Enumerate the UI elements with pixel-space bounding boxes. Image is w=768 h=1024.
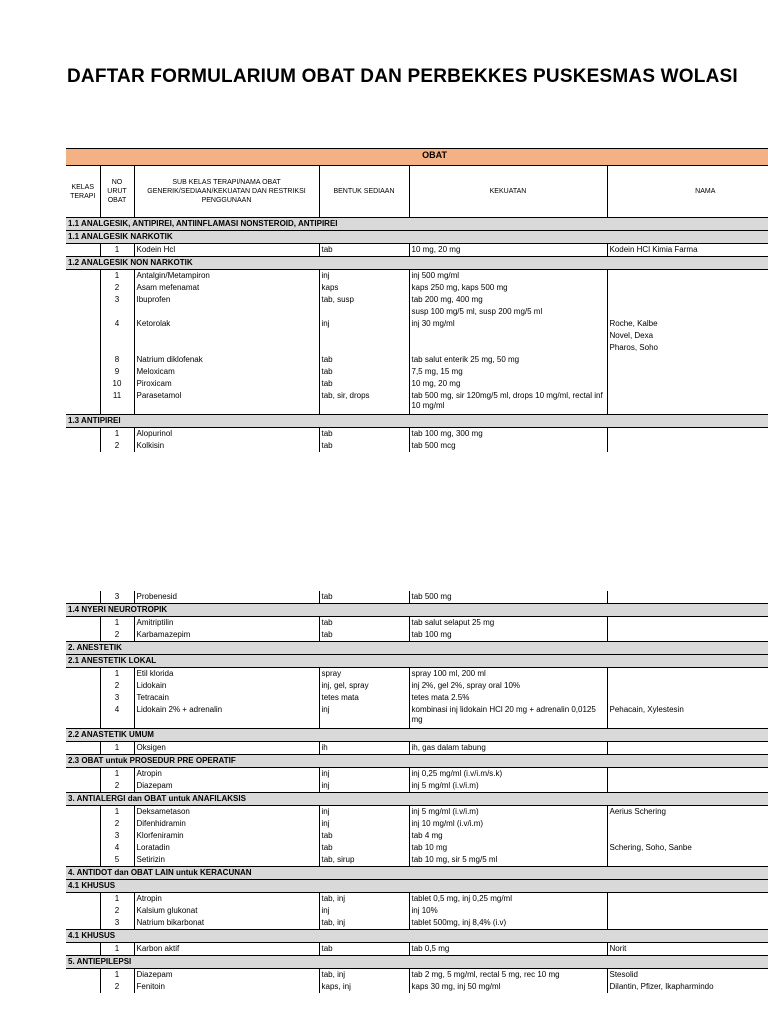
table-row <box>66 629 768 642</box>
bentuk-cell: tab <box>319 378 409 390</box>
no-urut-cell: 9 <box>100 366 134 378</box>
drug-name-cell: Oksigen <box>134 741 319 754</box>
kekuatan-cell: inj 10% <box>409 905 607 917</box>
table-row <box>66 892 768 905</box>
section-title: 4. ANTIDOT dan OBAT LAIN untuk KERACUNAN <box>66 866 768 879</box>
no-urut-cell: 8 <box>100 354 134 366</box>
drug-name-cell: Meloxicam <box>134 366 319 378</box>
kelas-cell <box>66 318 100 330</box>
drug-name-cell: Kalsium glukonat <box>134 905 319 917</box>
kelas-cell <box>66 842 100 854</box>
brand-cell: Schering, Soho, Sanbe <box>607 842 768 854</box>
kekuatan-cell: 10 mg, 20 mg <box>409 378 607 390</box>
page-title: DAFTAR FORMULARIUM OBAT DAN PERBEKKES PUSKESMAS WOLASI <box>67 66 738 87</box>
brand-cell <box>607 306 768 318</box>
table-row <box>66 830 768 842</box>
no-urut-cell: 2 <box>100 680 134 692</box>
kelas-cell <box>66 294 100 306</box>
drug-name-cell: Amitriptilin <box>134 617 319 630</box>
section-row <box>66 604 768 617</box>
no-urut-cell: 1 <box>100 668 134 681</box>
bentuk-cell <box>319 330 409 342</box>
kelas-cell <box>66 378 100 390</box>
table-row <box>66 294 768 306</box>
no-urut-cell: 4 <box>100 704 134 728</box>
drug-name-cell: Lidokain <box>134 680 319 692</box>
col-header-kekuatan: KEKUATAN <box>409 166 607 218</box>
section-title: 1.2 ANALGESIK NON NARKOTIK <box>66 257 768 270</box>
table-row <box>66 354 768 366</box>
bentuk-cell: inj <box>319 270 409 283</box>
kekuatan-cell: tab 200 mg, 400 mg <box>409 294 607 306</box>
kekuatan-cell: inj 5 mg/ml (i.v/i.m) <box>409 780 607 793</box>
drug-name-cell: Diazepam <box>134 968 319 981</box>
table-row <box>66 917 768 930</box>
bentuk-cell: kaps <box>319 282 409 294</box>
section-title: 4.1 KHUSUS <box>66 929 768 942</box>
drug-name-cell: Karbon aktif <box>134 942 319 955</box>
brand-cell <box>607 668 768 681</box>
section-title: 5. ANTIEPILEPSI <box>66 955 768 968</box>
drug-name-cell: Kolkisin <box>134 440 319 452</box>
kekuatan-cell: inj 10 mg/ml (i.v/i.m) <box>409 818 607 830</box>
bentuk-cell: inj <box>319 805 409 818</box>
bentuk-cell: tab, susp <box>319 294 409 306</box>
bentuk-cell: tab, inj <box>319 892 409 905</box>
kelas-cell <box>66 390 100 414</box>
table-row <box>66 741 768 754</box>
kelas-cell <box>66 981 100 993</box>
kelas-cell <box>66 854 100 867</box>
kekuatan-cell: tab 2 mg, 5 mg/ml, rectal 5 mg, rec 10 mg <box>409 968 607 981</box>
table-row <box>66 818 768 830</box>
kelas-cell <box>66 427 100 440</box>
no-urut-cell: 5 <box>100 854 134 867</box>
table-row <box>66 680 768 692</box>
no-urut-cell: 3 <box>100 692 134 704</box>
brand-cell <box>607 390 768 414</box>
no-urut-cell: 1 <box>100 244 134 257</box>
no-urut-cell: 1 <box>100 767 134 780</box>
no-urut-cell: 1 <box>100 942 134 955</box>
table-row <box>66 342 768 354</box>
bentuk-cell: inj, gel, spray <box>319 680 409 692</box>
drug-name-cell: Natrium diklofenak <box>134 354 319 366</box>
table-row <box>66 427 768 440</box>
kekuatan-cell: 7,5 mg, 15 mg <box>409 366 607 378</box>
no-urut-cell: 1 <box>100 805 134 818</box>
kekuatan-cell: tab 500 mg <box>409 591 607 604</box>
drug-name-cell: Tetracain <box>134 692 319 704</box>
drug-name-cell: Difenhidramin <box>134 818 319 830</box>
bentuk-cell: tab <box>319 617 409 630</box>
table-row <box>66 981 768 993</box>
table-row <box>66 318 768 330</box>
table-row <box>66 780 768 793</box>
bentuk-cell: tab <box>319 830 409 842</box>
table-row <box>66 378 768 390</box>
bentuk-cell: tab <box>319 440 409 452</box>
kelas-cell <box>66 354 100 366</box>
kelas-cell <box>66 342 100 354</box>
drug-name-cell: Antalgin/Metampiron <box>134 270 319 283</box>
kelas-cell <box>66 282 100 294</box>
kelas-cell <box>66 366 100 378</box>
kekuatan-cell: kombinasi inj lidokain HCl 20 mg + adrenalin 0,0125 mg <box>409 704 607 728</box>
drug-name-cell: Parasetamol <box>134 390 319 414</box>
no-urut-cell: 2 <box>100 981 134 993</box>
table-row <box>66 282 768 294</box>
section-title: 2.1 ANESTETIK LOKAL <box>66 655 768 668</box>
drug-name-cell: Loratadin <box>134 842 319 854</box>
kekuatan-cell: spray 100 ml, 200 ml <box>409 668 607 681</box>
no-urut-cell: 1 <box>100 427 134 440</box>
kelas-cell <box>66 692 100 704</box>
bentuk-cell <box>319 306 409 318</box>
kekuatan-cell: kaps 250 mg, kaps 500 mg <box>409 282 607 294</box>
kekuatan-cell: 10 mg, 20 mg <box>409 244 607 257</box>
section-title: 2.2 ANASTETIK UMUM <box>66 728 768 741</box>
bentuk-cell: inj <box>319 704 409 728</box>
table-row <box>66 704 768 728</box>
bentuk-cell: tab <box>319 427 409 440</box>
formulary-table-bottom <box>66 591 768 993</box>
drug-name-cell: Etil klorida <box>134 668 319 681</box>
brand-cell: Pehacain, Xylestesin <box>607 704 768 728</box>
kelas-cell <box>66 591 100 604</box>
brand-cell <box>607 294 768 306</box>
kekuatan-cell: tab 10 mg, sir 5 mg/5 ml <box>409 854 607 867</box>
drug-name-cell: Probenesid <box>134 591 319 604</box>
bentuk-cell: inj <box>319 780 409 793</box>
table-row <box>66 668 768 681</box>
kekuatan-cell: tab 4 mg <box>409 830 607 842</box>
brand-cell <box>607 780 768 793</box>
brand-cell <box>607 917 768 930</box>
no-urut-cell: 2 <box>100 282 134 294</box>
kekuatan-cell: tab salut selaput 25 mg <box>409 617 607 630</box>
kekuatan-cell: tab 500 mcg <box>409 440 607 452</box>
table-row <box>66 390 768 414</box>
drug-name-cell: Natrium bikarbonat <box>134 917 319 930</box>
kekuatan-cell: tablet 0,5 mg, inj 0,25 mg/ml <box>409 892 607 905</box>
kelas-cell <box>66 905 100 917</box>
bentuk-cell: tab, inj <box>319 968 409 981</box>
kekuatan-cell: ih, gas dalam tabung <box>409 741 607 754</box>
table-row <box>66 968 768 981</box>
table-row <box>66 244 768 257</box>
brand-cell <box>607 629 768 642</box>
no-urut-cell <box>100 306 134 318</box>
bentuk-cell: inj <box>319 318 409 330</box>
kelas-cell <box>66 780 100 793</box>
bentuk-cell: ih <box>319 741 409 754</box>
kelas-cell <box>66 629 100 642</box>
section-row <box>66 929 768 942</box>
brand-cell: Roche, Kalbe <box>607 318 768 330</box>
brand-cell <box>607 905 768 917</box>
brand-cell <box>607 354 768 366</box>
section-title: 4.1 KHUSUS <box>66 879 768 892</box>
brand-cell: Dilantin, Pfizer, Ikapharmindo <box>607 981 768 993</box>
table-row <box>66 440 768 452</box>
no-urut-cell: 3 <box>100 294 134 306</box>
no-urut-cell: 1 <box>100 741 134 754</box>
kekuatan-cell <box>409 342 607 354</box>
table-row <box>66 767 768 780</box>
section-row <box>66 414 768 427</box>
bentuk-cell: tab <box>319 244 409 257</box>
brand-cell <box>607 591 768 604</box>
kekuatan-cell: tab 100 mg <box>409 629 607 642</box>
brand-cell <box>607 692 768 704</box>
no-urut-cell <box>100 330 134 342</box>
drug-name-cell: Atropin <box>134 767 319 780</box>
drug-name-cell <box>134 306 319 318</box>
brand-cell <box>607 440 768 452</box>
formulary-table-top <box>66 148 768 452</box>
no-urut-cell: 2 <box>100 818 134 830</box>
no-urut-cell: 11 <box>100 390 134 414</box>
bentuk-cell: tab <box>319 942 409 955</box>
brand-cell <box>607 741 768 754</box>
table-row <box>66 805 768 818</box>
bentuk-cell: tab <box>319 366 409 378</box>
kelas-cell <box>66 306 100 318</box>
drug-name-cell: Ketorolak <box>134 318 319 330</box>
brand-cell: Stesolid <box>607 968 768 981</box>
table-row <box>66 854 768 867</box>
bentuk-cell <box>319 342 409 354</box>
col-header-kelas: KELAS TERAPI <box>66 166 100 218</box>
table-row <box>66 270 768 283</box>
section-row <box>66 642 768 655</box>
table-body-top <box>66 218 768 452</box>
section-row <box>66 728 768 741</box>
bentuk-cell: tab, sirup <box>319 854 409 867</box>
kelas-cell <box>66 270 100 283</box>
table-row <box>66 330 768 342</box>
kelas-cell <box>66 440 100 452</box>
kelas-cell <box>66 942 100 955</box>
table-row <box>66 942 768 955</box>
brand-cell <box>607 427 768 440</box>
no-urut-cell: 2 <box>100 905 134 917</box>
no-urut-cell: 2 <box>100 440 134 452</box>
section-title: 1.1 ANALGESIK, ANTIPIREI, ANTIINFLAMASI NONSTEROID, ANTIPIREI <box>66 218 768 231</box>
brand-cell <box>607 617 768 630</box>
no-urut-cell: 1 <box>100 968 134 981</box>
table-row <box>66 842 768 854</box>
kelas-cell <box>66 668 100 681</box>
section-title: 3. ANTIALERGI dan OBAT untuk ANAFILAKSIS <box>66 792 768 805</box>
bentuk-cell: tab <box>319 591 409 604</box>
brand-cell: Pharos, Soho <box>607 342 768 354</box>
bentuk-cell: inj <box>319 905 409 917</box>
kelas-cell <box>66 330 100 342</box>
brand-cell <box>607 680 768 692</box>
section-row <box>66 955 768 968</box>
no-urut-cell: 3 <box>100 830 134 842</box>
brand-cell <box>607 818 768 830</box>
brand-cell <box>607 892 768 905</box>
kekuatan-cell: inj 5 mg/ml (i.v/i.m) <box>409 805 607 818</box>
drug-name-cell: Alopurinol <box>134 427 319 440</box>
brand-cell: Novel, Dexa <box>607 330 768 342</box>
kelas-cell <box>66 244 100 257</box>
section-row <box>66 792 768 805</box>
no-urut-cell: 1 <box>100 270 134 283</box>
kelas-cell <box>66 818 100 830</box>
brand-cell: Aerius Schering <box>607 805 768 818</box>
kelas-cell <box>66 917 100 930</box>
drug-name-cell: Lidokain 2% + adrenalin <box>134 704 319 728</box>
bentuk-cell: inj <box>319 767 409 780</box>
col-header-no-urut: NO URUT OBAT <box>100 166 134 218</box>
kekuatan-cell: kaps 30 mg, inj 50 mg/ml <box>409 981 607 993</box>
kelas-cell <box>66 892 100 905</box>
section-row <box>66 866 768 879</box>
brand-cell <box>607 378 768 390</box>
drug-name-cell: Asam mefenamat <box>134 282 319 294</box>
kekuatan-cell: tab 500 mg, sir 120mg/5 ml, drops 10 mg/ml, rectal inf 10 mg/ml <box>409 390 607 414</box>
no-urut-cell <box>100 342 134 354</box>
kelas-cell <box>66 767 100 780</box>
bentuk-cell: tab <box>319 842 409 854</box>
section-title: 2.3 OBAT untuk PROSEDUR PRE OPERATIF <box>66 754 768 767</box>
drug-name-cell: Fenitoin <box>134 981 319 993</box>
table-row <box>66 591 768 604</box>
kekuatan-cell: tab salut enterik 25 mg, 50 mg <box>409 354 607 366</box>
table-row <box>66 905 768 917</box>
kelas-cell <box>66 968 100 981</box>
kelas-cell <box>66 704 100 728</box>
kekuatan-cell: inj 2%, gel 2%, spray oral 10% <box>409 680 607 692</box>
table-row <box>66 617 768 630</box>
col-header-sub-kelas: SUB KELAS TERAPI/NAMA OBAT GENERIK/SEDIAAN/KEKUATAN DAN RESTRIKSI PENGGUNAAN <box>134 166 319 218</box>
group-header-obat: OBAT <box>66 149 768 166</box>
kekuatan-cell: inj 500 mg/ml <box>409 270 607 283</box>
table-body-bottom <box>66 591 768 993</box>
kelas-cell <box>66 680 100 692</box>
brand-cell <box>607 767 768 780</box>
bentuk-cell: tab, sir, drops <box>319 390 409 414</box>
table-row <box>66 366 768 378</box>
drug-name-cell: Atropin <box>134 892 319 905</box>
kekuatan-cell: inj 30 mg/ml <box>409 318 607 330</box>
drug-name-cell: Kodein Hcl <box>134 244 319 257</box>
kekuatan-cell: inj 0,25 mg/ml (i.v/i.m/s.k) <box>409 767 607 780</box>
kelas-cell <box>66 830 100 842</box>
bentuk-cell: kaps, inj <box>319 981 409 993</box>
kelas-cell <box>66 741 100 754</box>
section-title: 1.1 ANALGESIK NARKOTIK <box>66 231 768 244</box>
section-row <box>66 257 768 270</box>
bentuk-cell: tetes mata <box>319 692 409 704</box>
bentuk-cell: spray <box>319 668 409 681</box>
kekuatan-cell: tetes mata 2.5% <box>409 692 607 704</box>
no-urut-cell: 4 <box>100 842 134 854</box>
kekuatan-cell <box>409 330 607 342</box>
bentuk-cell: tab <box>319 629 409 642</box>
section-title: 1.3 ANTIPIREI <box>66 414 768 427</box>
section-title: 2. ANESTETIK <box>66 642 768 655</box>
no-urut-cell: 4 <box>100 318 134 330</box>
drug-name-cell: Setirizin <box>134 854 319 867</box>
kekuatan-cell: tab 100 mg, 300 mg <box>409 427 607 440</box>
brand-cell: Norit <box>607 942 768 955</box>
section-row <box>66 754 768 767</box>
no-urut-cell: 2 <box>100 629 134 642</box>
no-urut-cell: 1 <box>100 892 134 905</box>
drug-name-cell: Diazepam <box>134 780 319 793</box>
drug-name-cell: Klorfeniramin <box>134 830 319 842</box>
section-row <box>66 879 768 892</box>
kekuatan-cell: tablet 500mg, inj 8,4% (i.v) <box>409 917 607 930</box>
kekuatan-cell: tab 0,5 mg <box>409 942 607 955</box>
section-row <box>66 231 768 244</box>
table-row <box>66 692 768 704</box>
section-row <box>66 655 768 668</box>
no-urut-cell: 2 <box>100 780 134 793</box>
col-header-bentuk: BENTUK SEDIAAN <box>319 166 409 218</box>
bentuk-cell: tab <box>319 354 409 366</box>
no-urut-cell: 10 <box>100 378 134 390</box>
section-row <box>66 218 768 231</box>
drug-name-cell: Deksametason <box>134 805 319 818</box>
brand-cell: Kodein HCl Kimia Farma <box>607 244 768 257</box>
section-title: 1.4 NYERI NEUROTROPIK <box>66 604 768 617</box>
drug-name-cell: Ibuprofen <box>134 294 319 306</box>
kelas-cell <box>66 805 100 818</box>
kelas-cell <box>66 617 100 630</box>
no-urut-cell: 1 <box>100 617 134 630</box>
no-urut-cell: 3 <box>100 917 134 930</box>
kekuatan-cell: susp 100 mg/5 ml, susp 200 mg/5 ml <box>409 306 607 318</box>
bentuk-cell: tab, inj <box>319 917 409 930</box>
bentuk-cell: inj <box>319 818 409 830</box>
brand-cell <box>607 854 768 867</box>
drug-name-cell: Karbamazepim <box>134 629 319 642</box>
drug-name-cell <box>134 330 319 342</box>
drug-name-cell: Piroxicam <box>134 378 319 390</box>
no-urut-cell: 3 <box>100 591 134 604</box>
col-header-nama: NAMA <box>607 166 768 218</box>
brand-cell <box>607 366 768 378</box>
table-row <box>66 306 768 318</box>
drug-name-cell <box>134 342 319 354</box>
brand-cell <box>607 270 768 283</box>
brand-cell <box>607 830 768 842</box>
brand-cell <box>607 282 768 294</box>
kekuatan-cell: tab 10 mg <box>409 842 607 854</box>
